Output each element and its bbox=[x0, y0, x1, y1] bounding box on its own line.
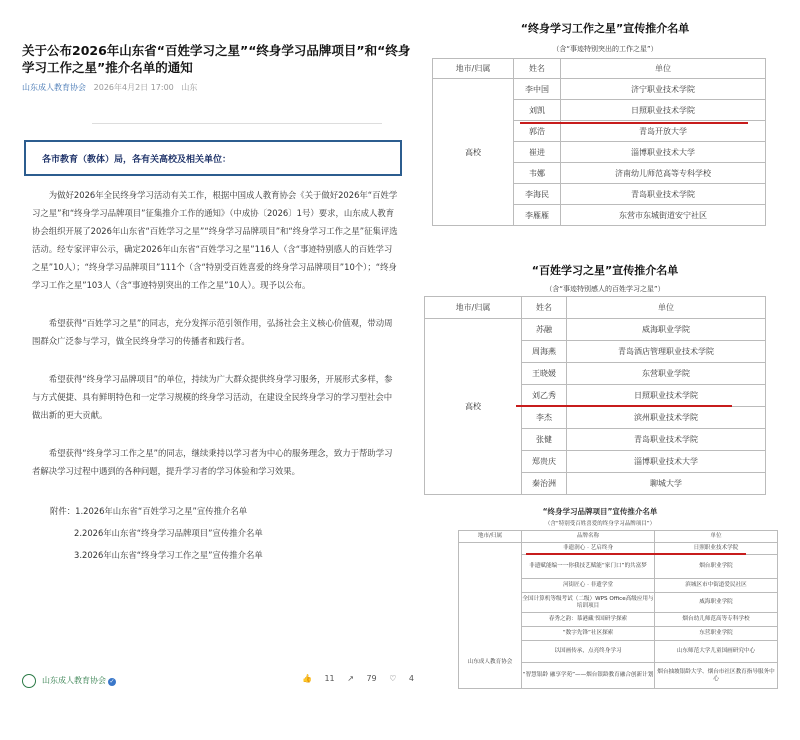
group-cell: 山东成人教育协会 bbox=[459, 543, 522, 689]
share-button[interactable]: ↗ 79 bbox=[347, 674, 377, 683]
name-cell: 周海燕 bbox=[522, 341, 567, 363]
name-cell: 李海民 bbox=[514, 184, 561, 205]
unit-cell: 淄博职业技术大学 bbox=[567, 451, 766, 473]
table2-title: “百姓学习之星”宣传推介名单 bbox=[531, 264, 679, 277]
table3-subtitle: （含“特别受百姓喜爱的终身学习品牌项目”） bbox=[544, 521, 656, 527]
name-cell: 河街匠心 · 非遗学堂 bbox=[522, 579, 655, 593]
table-header: 单位 bbox=[561, 59, 766, 79]
name-cell: 全国计算机等级考试（二级）WPS Office高级应用与培训项目 bbox=[522, 593, 655, 613]
unit-cell: 烟台幼儿师范高等专科学校 bbox=[655, 613, 778, 627]
article-paragraph: 希望获得“终身学习工作之星”的同志，继续秉持以学习者为中心的服务理念，致力于帮助学习者解决学习过程中遇到的各种问题，提升学习者的学习体验和学习效果。 bbox=[32, 448, 393, 476]
table-header: 姓名 bbox=[514, 59, 561, 79]
name-cell: 非遗润心 · 艺启终身 bbox=[522, 543, 655, 555]
name-cell: 非遗赋能编一一你我技艺赋能“家门口”的共富梦 bbox=[522, 555, 655, 579]
article-title: 关于公布2026年山东省“百姓学习之星”“终身学习品牌项目”和“终身学习工作之星”推介名单的通知 bbox=[22, 43, 411, 75]
unit-cell: 滨城区市中街道爱民社区 bbox=[655, 579, 778, 593]
name-cell: 郭浩 bbox=[514, 121, 561, 142]
unit-cell: 聊城大学 bbox=[567, 473, 766, 495]
unit-cell: 济宁职业技术学院 bbox=[561, 79, 766, 100]
name-cell: 刘凯 bbox=[514, 100, 561, 121]
divider bbox=[92, 123, 382, 124]
unit-cell: 青岛职业技术学院 bbox=[561, 184, 766, 205]
highlight-underline bbox=[516, 405, 732, 407]
article-footer bbox=[22, 672, 414, 692]
article-paragraph: 为做好2026年全民终身学习活动有关工作，根据中国成人教育协会《关于做好2026年“百姓学习之星”和“终身学习品牌项目”征集推介工作的通知》（中成协〔2026〕1号）要求，山东成人教育协会组织开展了2026年山东省“百姓学习之星”“终身学习品牌项目”和“终身学习工作之星”征集评选活动。经专家评审公示，确定2026年山东省“百姓学习之星”116人（含“事迹特别感人的百姓学习之星”10人）；“终身学习品牌项目”111个（含“特别受百姓喜爱的终身学习品牌项目”10个）；“终身学习工作之星”103人（含“事迹特别突出的工作之星”10人）。现予以公布。 bbox=[32, 190, 398, 290]
unit-cell: 威海职业学院 bbox=[567, 319, 766, 341]
name-cell: 张健 bbox=[522, 429, 567, 451]
unit-cell: 青岛职业技术学院 bbox=[567, 429, 766, 451]
unit-cell: 日照职业技术学院 bbox=[567, 385, 766, 407]
article-paragraph: 希望获得“终身学习品牌项目”的单位，持续为广大群众提供终身学习服务，开展形式多样，参与方式便捷、具有鲜明特色和一定学习规模的终身学习活动，在建设全民终身学习的学习型社会中做出新的更大贡献。 bbox=[32, 374, 393, 420]
name-cell: 苏融 bbox=[522, 319, 567, 341]
unit-cell: 烟台抽坡银龄大学、烟台市社区教育指导服务中心 bbox=[655, 663, 778, 689]
name-cell: 韦娜 bbox=[514, 163, 561, 184]
highlight-underline bbox=[526, 553, 746, 555]
table2-subtitle: （含“事迹特别感人的百姓学习之星”） bbox=[545, 285, 665, 293]
account-name[interactable] bbox=[42, 675, 116, 686]
name-cell: 秦治洲 bbox=[522, 473, 567, 495]
unit-cell: 威海职业学院 bbox=[655, 593, 778, 613]
article-date: 2026年4月2日 17:00 bbox=[93, 83, 174, 92]
attachments-list bbox=[50, 500, 416, 566]
article-source-link[interactable]: 山东成人教育协会 bbox=[22, 83, 86, 92]
attachment-link[interactable]: 3.2026年山东省“终身学习工作之星”宣传推介名单 bbox=[74, 550, 263, 560]
name-cell: 郑贵庆 bbox=[522, 451, 567, 473]
article-paragraph: 希望获得“百姓学习之星”的同志，充分发挥示范引领作用，弘扬社会主义核心价值观，带动周围群众广泛参与学习，做全民终身学习的传播者和践行者。 bbox=[32, 318, 393, 346]
unit-cell: 东营市东城街道安宁社区 bbox=[561, 205, 766, 226]
table-header: 单位 bbox=[655, 531, 778, 543]
article-panel bbox=[14, 32, 416, 704]
recommend-button[interactable]: ♡ 4 bbox=[389, 674, 414, 683]
article-location: 山东 bbox=[181, 83, 198, 92]
table1-subtitle: （含“事迹特别突出的工作之星”） bbox=[552, 45, 658, 53]
highlight-underline bbox=[520, 122, 748, 124]
name-cell: 李雁雁 bbox=[514, 205, 561, 226]
addressee-box: 各市教育（教体）局，各有关高校及相关单位： bbox=[24, 140, 402, 176]
name-cell: 崔进 bbox=[514, 142, 561, 163]
name-cell: 刘乙秀 bbox=[522, 385, 567, 407]
unit-cell: 山东师范大学儿童国画研究中心 bbox=[655, 641, 778, 663]
attachment-link[interactable]: 附件：1.2026年山东省“百姓学习之星”宣传推介名单 bbox=[50, 506, 248, 516]
attachment-link[interactable]: 2.2026年山东省“终身学习品牌项目”宣传推介名单 bbox=[74, 528, 263, 538]
account-name-text: 山东成人教育协会 bbox=[42, 676, 106, 685]
unit-cell: 济南幼儿师范高等专科学校 bbox=[561, 163, 766, 184]
table-header: 品牌名称 bbox=[522, 531, 655, 543]
unit-cell: 滨州职业技术学院 bbox=[567, 407, 766, 429]
table-header: 姓名 bbox=[522, 297, 567, 319]
name-cell: 王晓媛 bbox=[522, 363, 567, 385]
verified-icon: ✓ bbox=[109, 678, 115, 685]
table1 bbox=[432, 58, 766, 226]
table-header: 地市/归属 bbox=[433, 59, 514, 79]
unit-cell: 日照职业技术学院 bbox=[561, 100, 766, 121]
group-cell: 高校 bbox=[425, 319, 522, 495]
unit-cell: 烟台职业学院 bbox=[655, 555, 778, 579]
name-cell: “智慧银龄 融享学苑”——烟台银龄教育融合创新计划 bbox=[522, 663, 655, 689]
article-meta bbox=[22, 82, 416, 93]
unit-cell: 东营职业学院 bbox=[567, 363, 766, 385]
table-header: 地市/归属 bbox=[425, 297, 522, 319]
engagement-stats bbox=[292, 674, 414, 683]
table2 bbox=[424, 296, 766, 495]
table-header: 单位 bbox=[567, 297, 766, 319]
name-cell: 李杰 bbox=[522, 407, 567, 429]
table3-title: “终身学习品牌项目”宣传推介名单 bbox=[542, 507, 658, 516]
like-button[interactable]: 👍 11 bbox=[301, 674, 335, 683]
unit-cell: 东营职业学院 bbox=[655, 627, 778, 641]
recommend-count: 4 bbox=[408, 674, 414, 683]
table-header: 地市/归属 bbox=[459, 531, 522, 543]
name-cell: 以国画传承，点亮终身学习 bbox=[522, 641, 655, 663]
unit-cell: 日照职业技术学院 bbox=[655, 543, 778, 555]
unit-cell: 青岛开放大学 bbox=[561, 121, 766, 142]
unit-cell: 淄博职业技术大学 bbox=[561, 142, 766, 163]
like-count: 11 bbox=[324, 674, 335, 683]
name-cell: 春秀之韵：慕港藏书国研学探索 bbox=[522, 613, 655, 627]
name-cell: 李中国 bbox=[514, 79, 561, 100]
name-cell: “数字先锋”社区探索 bbox=[522, 627, 655, 641]
share-count: 79 bbox=[366, 674, 377, 683]
table1-title: “终身学习工作之星”宣传推介名单 bbox=[520, 22, 690, 35]
account-logo-icon bbox=[22, 674, 36, 688]
unit-cell: 青岛酒店管理职业技术学院 bbox=[567, 341, 766, 363]
group-cell: 高校 bbox=[433, 79, 514, 226]
